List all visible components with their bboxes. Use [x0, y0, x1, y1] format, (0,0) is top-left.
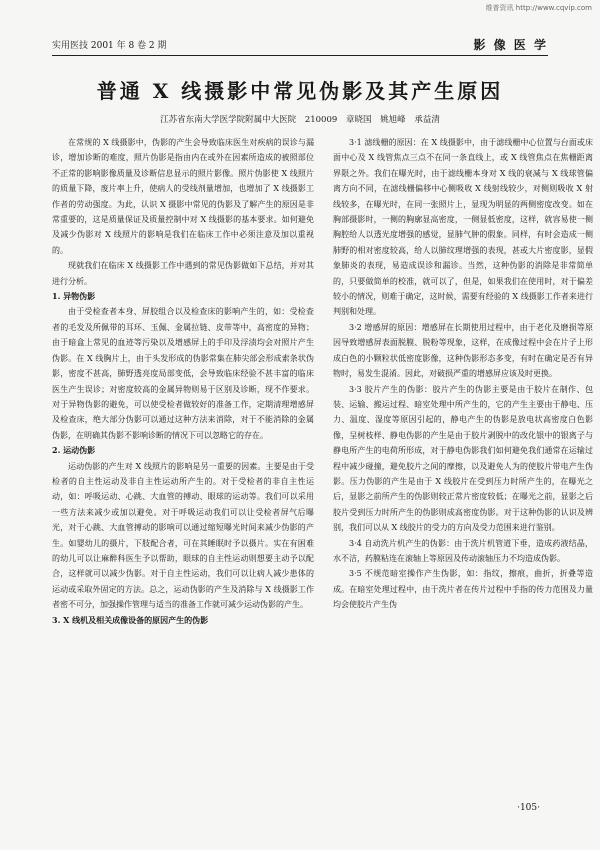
journal-info: 实用医技 2001 年 8 卷 2 期 — [52, 41, 167, 51]
paragraph: 运动伪影的产生对 X 线照片的影响是另一重要的因素。主要是由于受检者的自主性运动及非自主性运动所产生的。对于受检者的非自主性运动，如：呼吸运动、心跳、大血管的搏动、眼球的运动等。我们可以采用一些方法来减少或加以避免。对于呼吸运动我们可以让受检者屏气后曝光，对于心跳、大血管搏动的影响可以通过缩短曝光时间来减少伪影的产生。如婴幼儿的摄片，下肢配合者，可在其睡眠时予以摄片。实在有困难的幼儿可以让麻醉科医生予以帮助，眼球的自主性运动则想要主动予以配合，这样就可以减少伪影。对于自主性运动，我们可以让病人减少患体的运动或采取外固定的方法。总之，运动伪影的产生及消除与 X 线摄影工作者密不可分，加强操作管理与适当的准备工作就可减少运动伪影的产生。 — [52, 461, 314, 610]
page-number: ·105· — [517, 803, 540, 813]
paragraph: 3·5 不规范暗室操作产生伪影，如：指纹，擦痕，曲折，折叠等造成。在暗室处理过程中，由于洗片者在传片过程中手指的传力范围及力量均会使胶片产生伪 — [333, 569, 593, 610]
paragraph: 3·3 胶片产生的伪影：胶片产生的伪影主要是由于胶片在制作、包装、运输、搬运过程、暗室处理中所产生的，它的产生主要由于静电、压力、温度、湿度等原因引起的，静电产生的伪影是放电状高密度白色影像，呈树枝样、静电伪影的产生是由于胶片剥脱中的改化银中的银离子与静电所产生的电荷所形成，对于静电伪影我们如何避免我们通常在运输过程中减少碰撞，避免胶片之间的摩擦，以及避免人为的使胶片带电产生伪影。压力伪影的产生是由于 X 线胶片在受到压力时所产生的，在曝光之后，显影之前所产生的伪影则较正常片密度较低；在曝光之前，显影之后胶片受到压力时所产生的伪影则成高密度伪影。对于这种伪影的认识及辨别，我们可以从 X 线胶片的受力的方向及受力范围来进行鉴别。 — [333, 384, 593, 533]
watermark: 维普资讯 http://www.cqvip.com — [485, 4, 592, 12]
header-rule — [52, 55, 548, 56]
left-column — [52, 135, 314, 628]
paragraph: 3·2 增感屏的原因：增感屏在长期使用过程中，由于老化及磨损等原因导致增感屏表面脱膜、脱粉等现象，这样，在成像过程中会在片子上形成白色的小颗粒状低密度影像，这种伪影形态多变，有时在确定是否有异物时，易发生混淆。因此，对破损严重的增感屏应该及时更换。 — [333, 322, 593, 379]
section-heading: 2. 运动伪影 — [52, 445, 96, 456]
section-title: 影 像 医 学 — [473, 38, 548, 52]
article-title: 普通 X 线摄影中常见伪影及其产生原因 — [96, 79, 504, 103]
paragraph: 3·1 滤线栅的原因：在 X 线摄影中，由于滤线栅中心位置与台面或床面中心及 X 线管焦点三点不在同一条直线上，或 X 线管焦点在焦栅距离界限之外。我们在曝光时，由于滤线栅本身对 X 线的衰减与 X 线球管偏离方向不同，在滤线栅偏移中心侧吸收 X 线射线较少，对侧则吸收 X 射线较多，在曝光时，在同一张照片上，显现为明显的两侧密度改变。如在胸部摄影时，一侧的胸廓显高密度，一侧显低密度，这样，就容易使一侧胸腔给人以透光度增强的感觉，显肺气肿的假象。同样，有时会造成一侧肺野的相对密度较高，给人以肺纹理增强的表现，甚或大片密度影，显假象肺炎的表现，易造成误诊和漏诊。当然，这种伪影的消除是非常简单的，只要做简单的校准，就可以了，但是，如果我们在使用时，对于偏差较小的情况，则难于确定，这时候，需要有经验的 X 线摄影工作者来进行判别和处理。 — [333, 138, 593, 317]
section-heading: 3. X 线机及相关成像设备的原因产生的伪影 — [52, 614, 209, 625]
paragraph: 在常规的 X 线摄影中，伪影的产生会导致临床医生对疾病的误诊与漏诊，增加诊断的难度，照片伪影是指由内在或外在因素所造成的被照部位不正常的影响影像质量及诊断信息显示的照片影像。照片伪影使 X 线照片的质量下降，废片率上升，使病人的受线剂量增加，也增加了 X 线摄影工作者的劳动强度。为此，认识 X 摄影中常见的伪影及了解产生的原因是非常重要的，这是质量保证及质量控制中对 X 线摄影的基本要求。如何避免及减少伪影对 X 线照片的影响是我们在临床工作中必须注意及加以重视的。 — [52, 138, 314, 255]
section-heading: 1. 异物伪影 — [52, 291, 96, 302]
author-line: 江苏省东南大学医学院附属中大医院 210009 章晓国 姚旭峰 承益清 — [160, 115, 440, 125]
page-header — [52, 30, 548, 52]
paragraph: 现就我们在临床 X 线摄影工作中遇到的常见伪影做如下总结，并对其进行分析。 — [52, 261, 314, 286]
paragraph: 由于受检查者本身、屏胶组合以及检查床的影响产生的，如：受检查者的毛发及所佩带的耳环、玉佩、金属拉链、皮带等中，高密度的异物；由于暗盒上常见的血迹等污染以及增感屏上的手印及浮渍均会对照片产生伪影。在 X 线胸片上，由于头发形成的伪影常集在肺尖部会形成索条状伪影，密度不甚高，肺野透亮度局部变低，会导致临床经验不甚丰富的临床医生产生误诊；对密度较高的金属异物则易于区别及诊断，现不作要求。对于异物伪影的避免，可以使受检者做较好的准备工作，定期清理增感屏及检查床，绝大部分伪影可以通过这种方法来消除，对于不能消除的金属伪影，在明确其伪影不影响诊断的情况下可以忽略它的存在。 — [52, 307, 314, 440]
right-column — [333, 135, 593, 613]
paragraph: 3·4 自动洗片机产生的伪影：由于洗片机管道下垂，造成药液结晶，水不洁，药膜粘连在滚轴上等原因及传动滚轴压力不均造成伪影。 — [333, 538, 593, 563]
